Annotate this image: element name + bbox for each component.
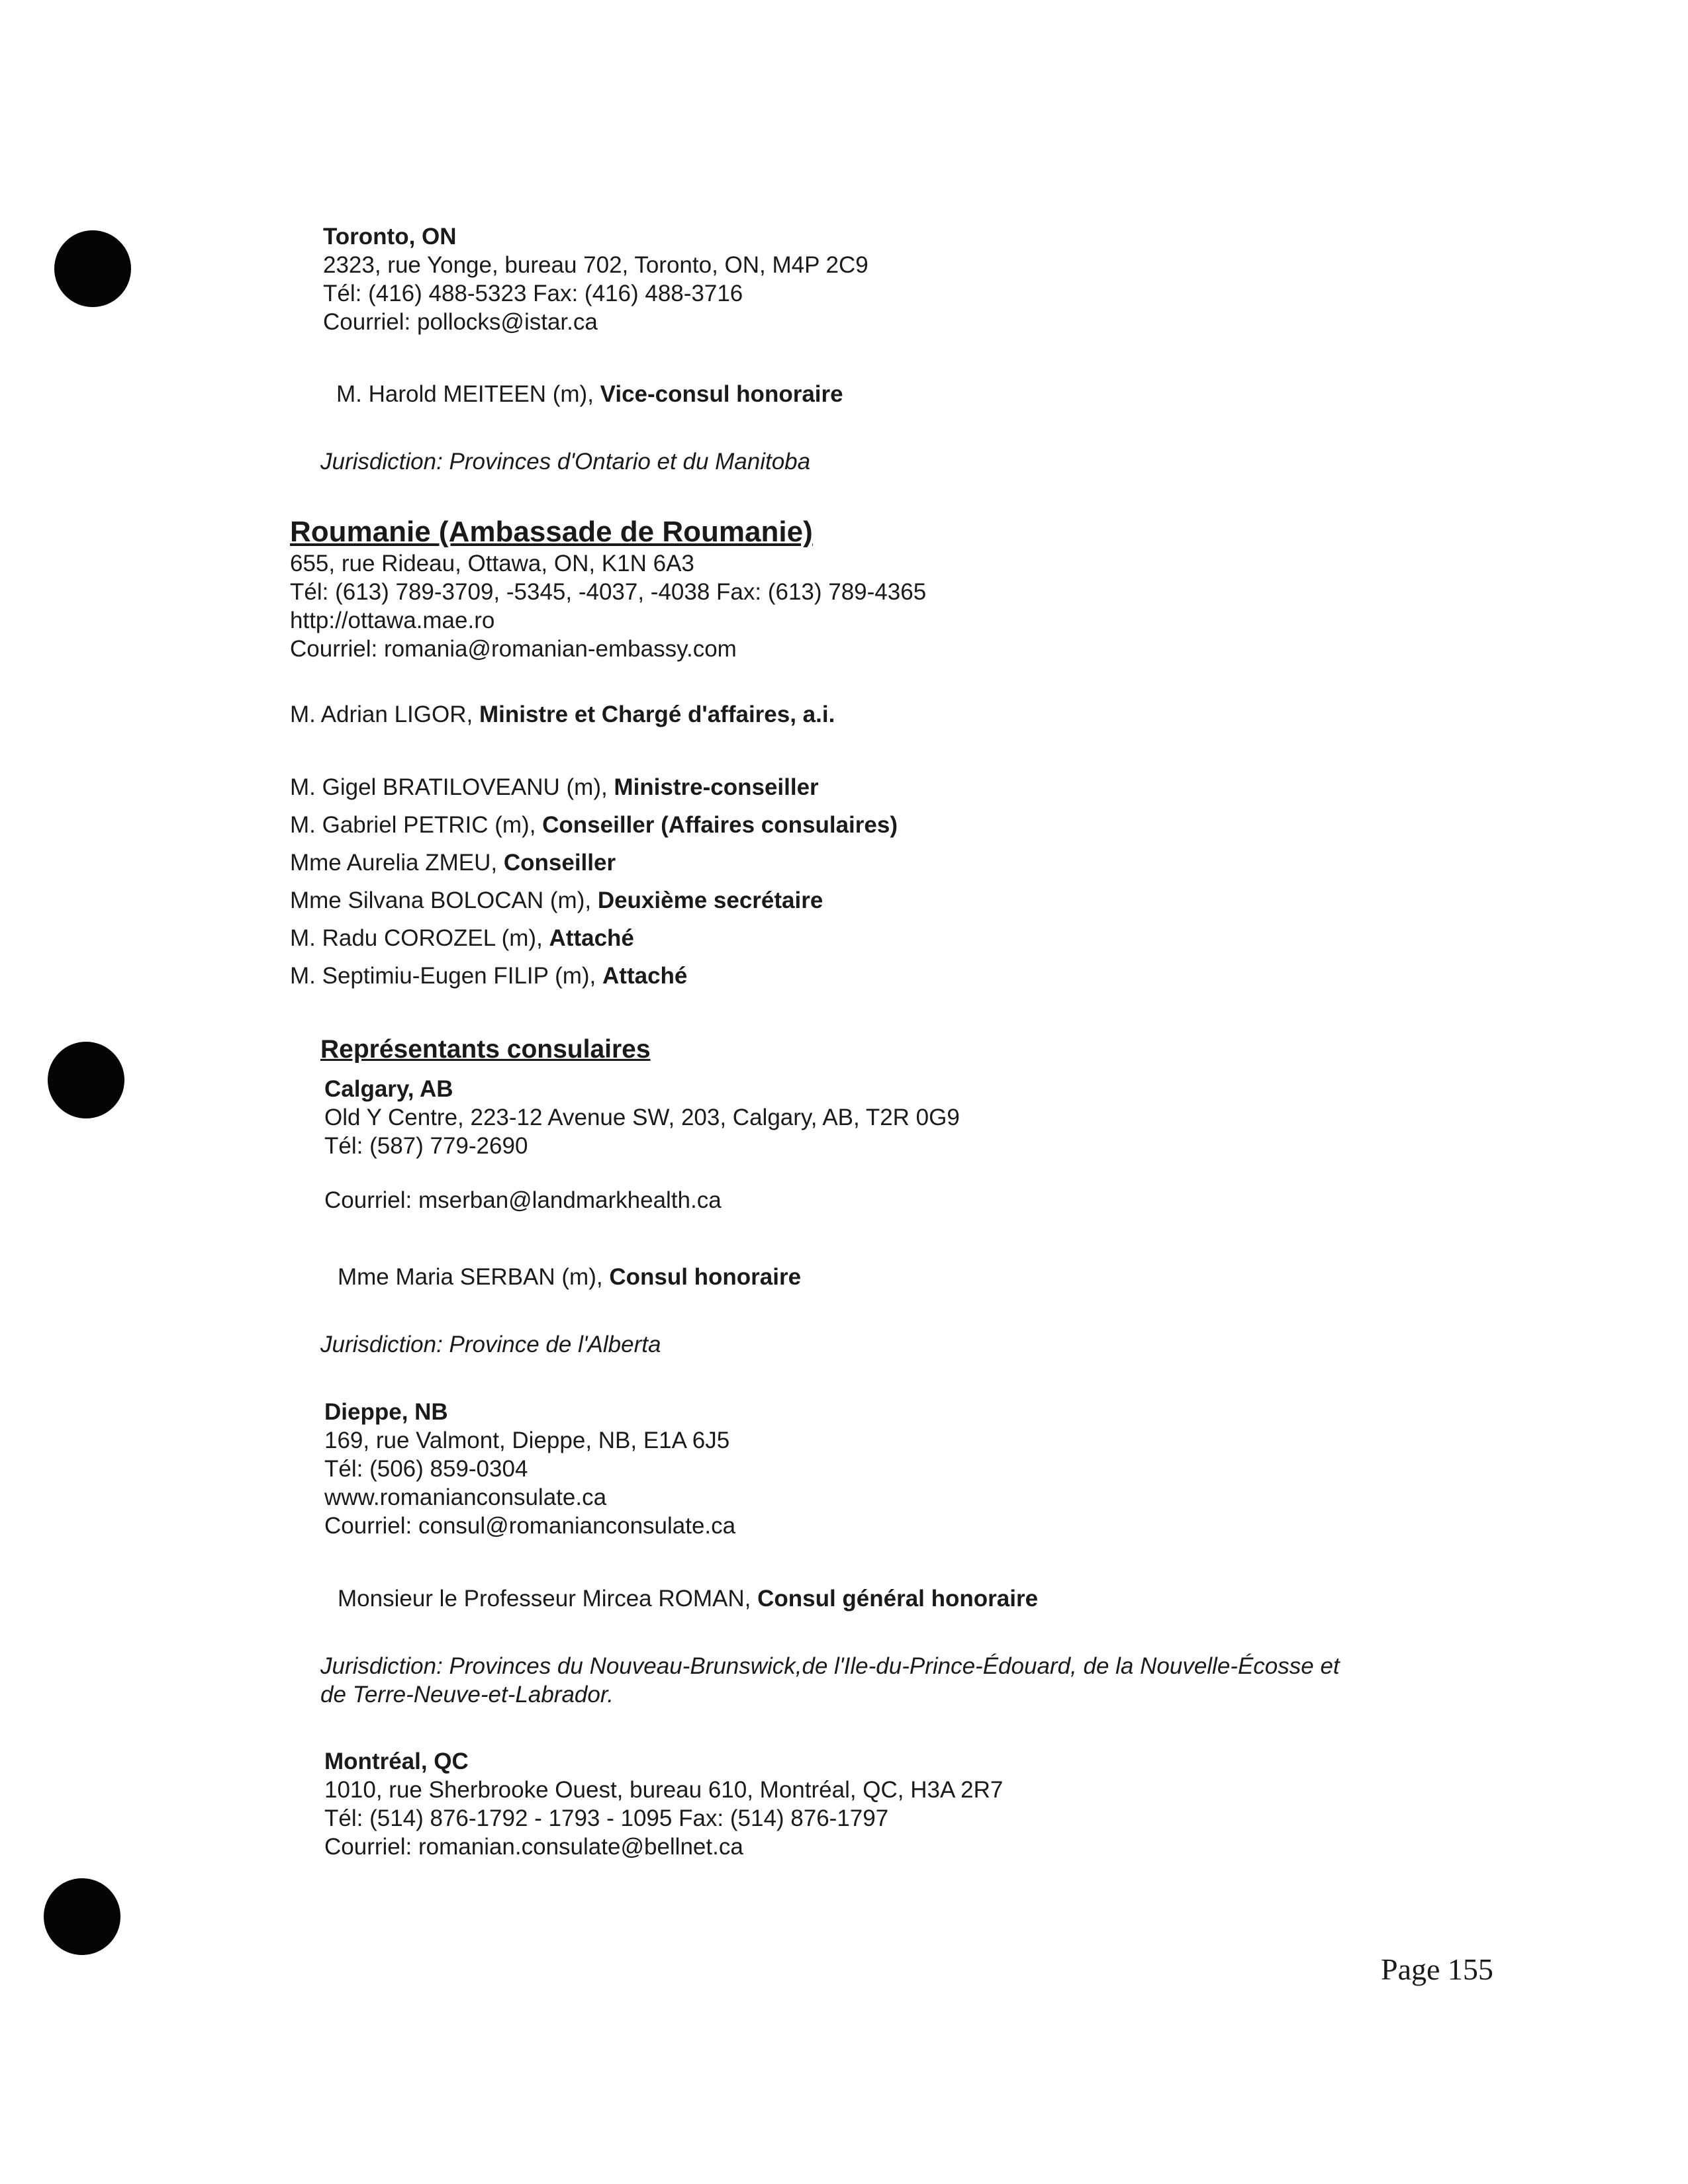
staff-entry: Mme Silvana BOLOCAN (m), Deuxième secrétaire [290,887,823,913]
montreal-contact-block [324,1747,1003,1861]
staff-entry: Mme Aurelia ZMEU, Conseiller [290,850,616,876]
punch-hole-top [54,230,131,307]
toronto-jurisdiction: Jurisdiction: Provinces d'Ontario et du Manitoba [320,449,811,475]
staff-entry: M. Gabriel PETRIC (m), Conseiller (Affaires consulaires) [290,812,898,838]
punch-hole-middle [48,1042,124,1118]
staff-entry: M. Septimiu-Eugen FILIP (m), Attaché [290,963,688,989]
calgary-contact-block [324,1075,960,1160]
calgary-phone: Tél: (587) 779-2690 [324,1133,528,1159]
dieppe-website: www.romanianconsulate.ca [324,1484,607,1510]
toronto-title: Toronto, ON [323,224,457,250]
romania-website: http://ottawa.mae.ro [290,608,495,633]
page-number: Page 155 [1381,1952,1493,1986]
romania-phone: Tél: (613) 789-3709, -5345, -4037, -4038 Fax: (613) 789-4365 [290,579,927,605]
romania-email: Courriel: romania@romanian-embassy.com [290,636,737,662]
calgary-person-title: Consul honoraire [609,1264,802,1290]
toronto-person-title: Vice-consul honoraire [600,381,843,407]
punch-hole-bottom [44,1878,120,1955]
dieppe-jurisdiction-line-1: Jurisdiction: Provinces du Nouveau-Brunswick,de l'Ile-du-Prince-Édouard, de la Nouvelle-Écosse et [320,1653,1340,1679]
dieppe-contact-block [324,1398,735,1540]
dieppe-person [338,1584,1038,1613]
toronto-email: Courriel: pollocks@istar.ca [323,309,598,335]
staff-entry: M. Gigel BRATILOVEANU (m), Ministre-conseiller [290,774,819,800]
romania-address: 655, rue Rideau, Ottawa, ON, K1N 6A3 [290,551,694,576]
toronto-person-name: M. Harold MEITEEN (m), [336,381,600,407]
dieppe-address: 169, rue Valmont, Dieppe, NB, E1A 6J5 [324,1428,730,1453]
toronto-phone: Tél: (416) 488-5323 Fax: (416) 488-3716 [323,281,743,306]
dieppe-person-name: Monsieur le Professeur Mircea ROMAN, [338,1586,758,1612]
montreal-email: Courriel: romanian.consulate@bellnet.ca [324,1834,743,1860]
calgary-title: Calgary, AB [324,1076,453,1102]
head-name: M. Adrian LIGOR, [290,702,479,727]
head-title: Ministre et Chargé d'affaires, a.i. [479,702,835,727]
consular-heading: Représentants consulaires [320,1035,651,1064]
calgary-person-name: Mme Maria SERBAN (m), [338,1264,610,1290]
romania-heading: Roumanie (Ambassade de Roumanie) [290,516,813,548]
dieppe-email: Courriel: consul@romanianconsulate.ca [324,1513,736,1539]
montreal-title: Montréal, QC [324,1749,469,1774]
toronto-person [336,380,843,408]
montreal-address: 1010, rue Sherbrooke Ouest, bureau 610, Montréal, QC, H3A 2R7 [324,1777,1004,1803]
romania-contact-block [290,549,926,663]
calgary-jurisdiction: Jurisdiction: Province de l'Alberta [320,1332,661,1357]
dieppe-person-title: Consul général honoraire [757,1586,1039,1612]
dieppe-jurisdiction [320,1652,1340,1709]
dieppe-jurisdiction-line-2: de Terre-Neuve-et-Labrador. [320,1682,614,1707]
calgary-address: Old Y Centre, 223-12 Avenue SW, 203, Calgary, AB, T2R 0G9 [324,1105,960,1130]
staff-entry: M. Radu COROZEL (m), Attaché [290,925,634,951]
toronto-address: 2323, rue Yonge, bureau 702, Toronto, ON, M4P 2C9 [323,252,868,278]
calgary-person [338,1263,801,1291]
toronto-contact-block [323,222,868,336]
romania-staff-list [290,773,898,990]
dieppe-title: Dieppe, NB [324,1399,448,1425]
dieppe-phone: Tél: (506) 859-0304 [324,1456,528,1482]
calgary-email: Courriel: mserban@landmarkhealth.ca [324,1187,722,1213]
romania-head-of-mission [290,700,835,729]
montreal-phone: Tél: (514) 876-1792 - 1793 - 1095 Fax: (514) 876-1797 [324,1805,889,1831]
